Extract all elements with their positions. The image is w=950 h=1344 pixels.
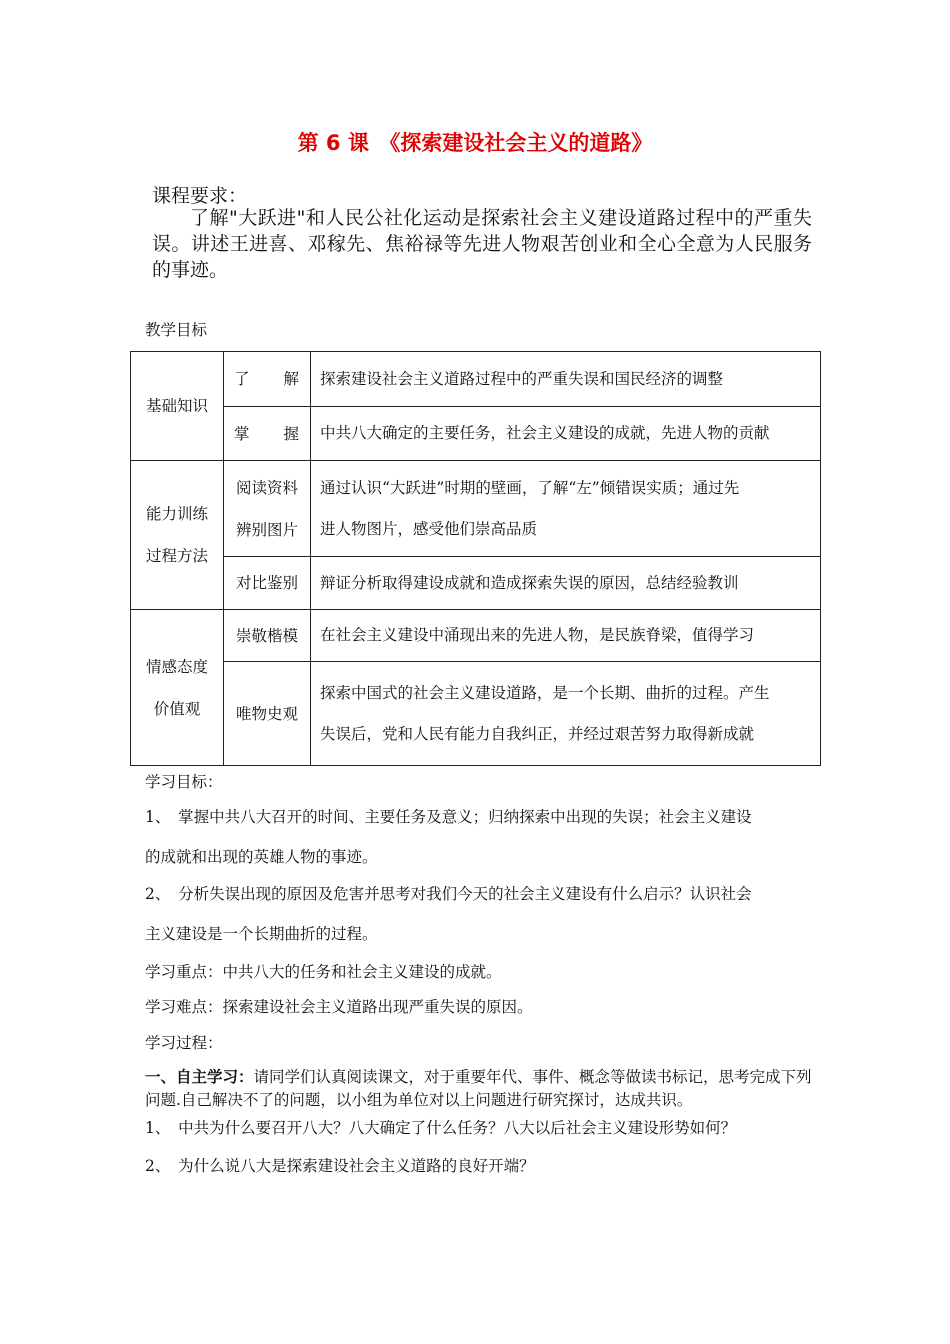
question-1: 1、 中共为什么要召开八大？八大确定了什么任务？八大以后社会主义建设形势如何？ <box>145 1119 737 1137</box>
row-understand-label: 了 解 <box>224 352 311 407</box>
study-goals-label: 学习目标： <box>145 773 223 791</box>
teaching-goals-label: 教学目标 <box>145 321 208 339</box>
requirements-text: 了解"大跃进"和人民公社化运动是探索社会主义建设道路过程中的严重失误。讲述王进喜、邓稼先、焦裕禄等先进人物艰苦创业和全心全意为人民服务的事迹。 <box>152 207 812 281</box>
self-study-text: 请同学们认真阅读课文，对于重要年代、事件、概念等做读书标记，思考完成下列问题.自己解决不了的问题，以小组为单位对以上问题进行研究探讨，达成共识。 <box>145 1068 812 1109</box>
process-label: 学习过程： <box>145 1034 223 1052</box>
row-master-desc: 中共八大确定的主要任务，社会主义建设的成就，先进人物的贡献 <box>311 407 821 461</box>
requirements-label: 课程要求： <box>152 185 248 207</box>
row-reading-desc: 通过认识“大跃进”时期的壁画，了解“左”倾错误实质；通过先 进人物图片，感受他们崇高品质 <box>311 461 821 557</box>
study-goal-2-line2: 主义建设是一个长期曲折的过程。 <box>145 925 378 943</box>
row-understand-desc: 探索建设社会主义道路过程中的严重失误和国民经济的调整 <box>311 352 821 407</box>
study-goal-1-line2: 的成就和出现的英雄人物的事迹。 <box>145 848 378 866</box>
self-study-heading: 一、自主学习： <box>145 1067 254 1086</box>
row-materialism-desc: 探索中国式的社会主义建设道路，是一个长期、曲折的过程。产生 失误后，党和人民有能力自我纠正，并经过艰苦努力取得新成就 <box>311 662 821 766</box>
study-goal-1-line1: 1、 掌握中共八大召开的时间、主要任务及意义；归纳探索中出现的失误；社会主义建设 <box>145 808 752 826</box>
question-2: 2、 为什么说八大是探索建设社会主义道路的良好开端？ <box>145 1157 535 1175</box>
row-reading-label: 阅读资料 辨别图片 <box>224 461 311 557</box>
row-compare-label: 对比鉴别 <box>224 557 311 610</box>
category-emotion-values: 情感态度 价值观 <box>131 610 224 766</box>
key-point: 学习重点：中共八大的任务和社会主义建设的成就。 <box>145 963 502 981</box>
row-role-model-desc: 在社会主义建设中涌现出来的先进人物，是民族脊梁，值得学习 <box>311 610 821 662</box>
row-master-label: 掌 握 <box>224 407 311 461</box>
row-materialism-label: 唯物史观 <box>224 662 311 766</box>
category-ability-process: 能力训练 过程方法 <box>131 461 224 610</box>
page-title: 第 6 课 《探索建设社会主义的道路》 <box>297 131 653 155</box>
row-role-model-label: 崇敬楷模 <box>224 610 311 662</box>
self-study-paragraph <box>145 1065 815 1112</box>
row-compare-desc: 辩证分析取得建设成就和造成探索失误的原因，总结经验教训 <box>311 557 821 610</box>
study-goal-2-line1: 2、 分析失误出现的原因及危害并思考对我们今天的社会主义建设有什么启示？认识社会 <box>145 885 752 903</box>
difficult-point: 学习难点：探索建设社会主义道路出现严重失误的原因。 <box>145 998 533 1016</box>
category-basic-knowledge: 基础知识 <box>131 352 224 461</box>
teaching-goals-table <box>130 351 821 766</box>
